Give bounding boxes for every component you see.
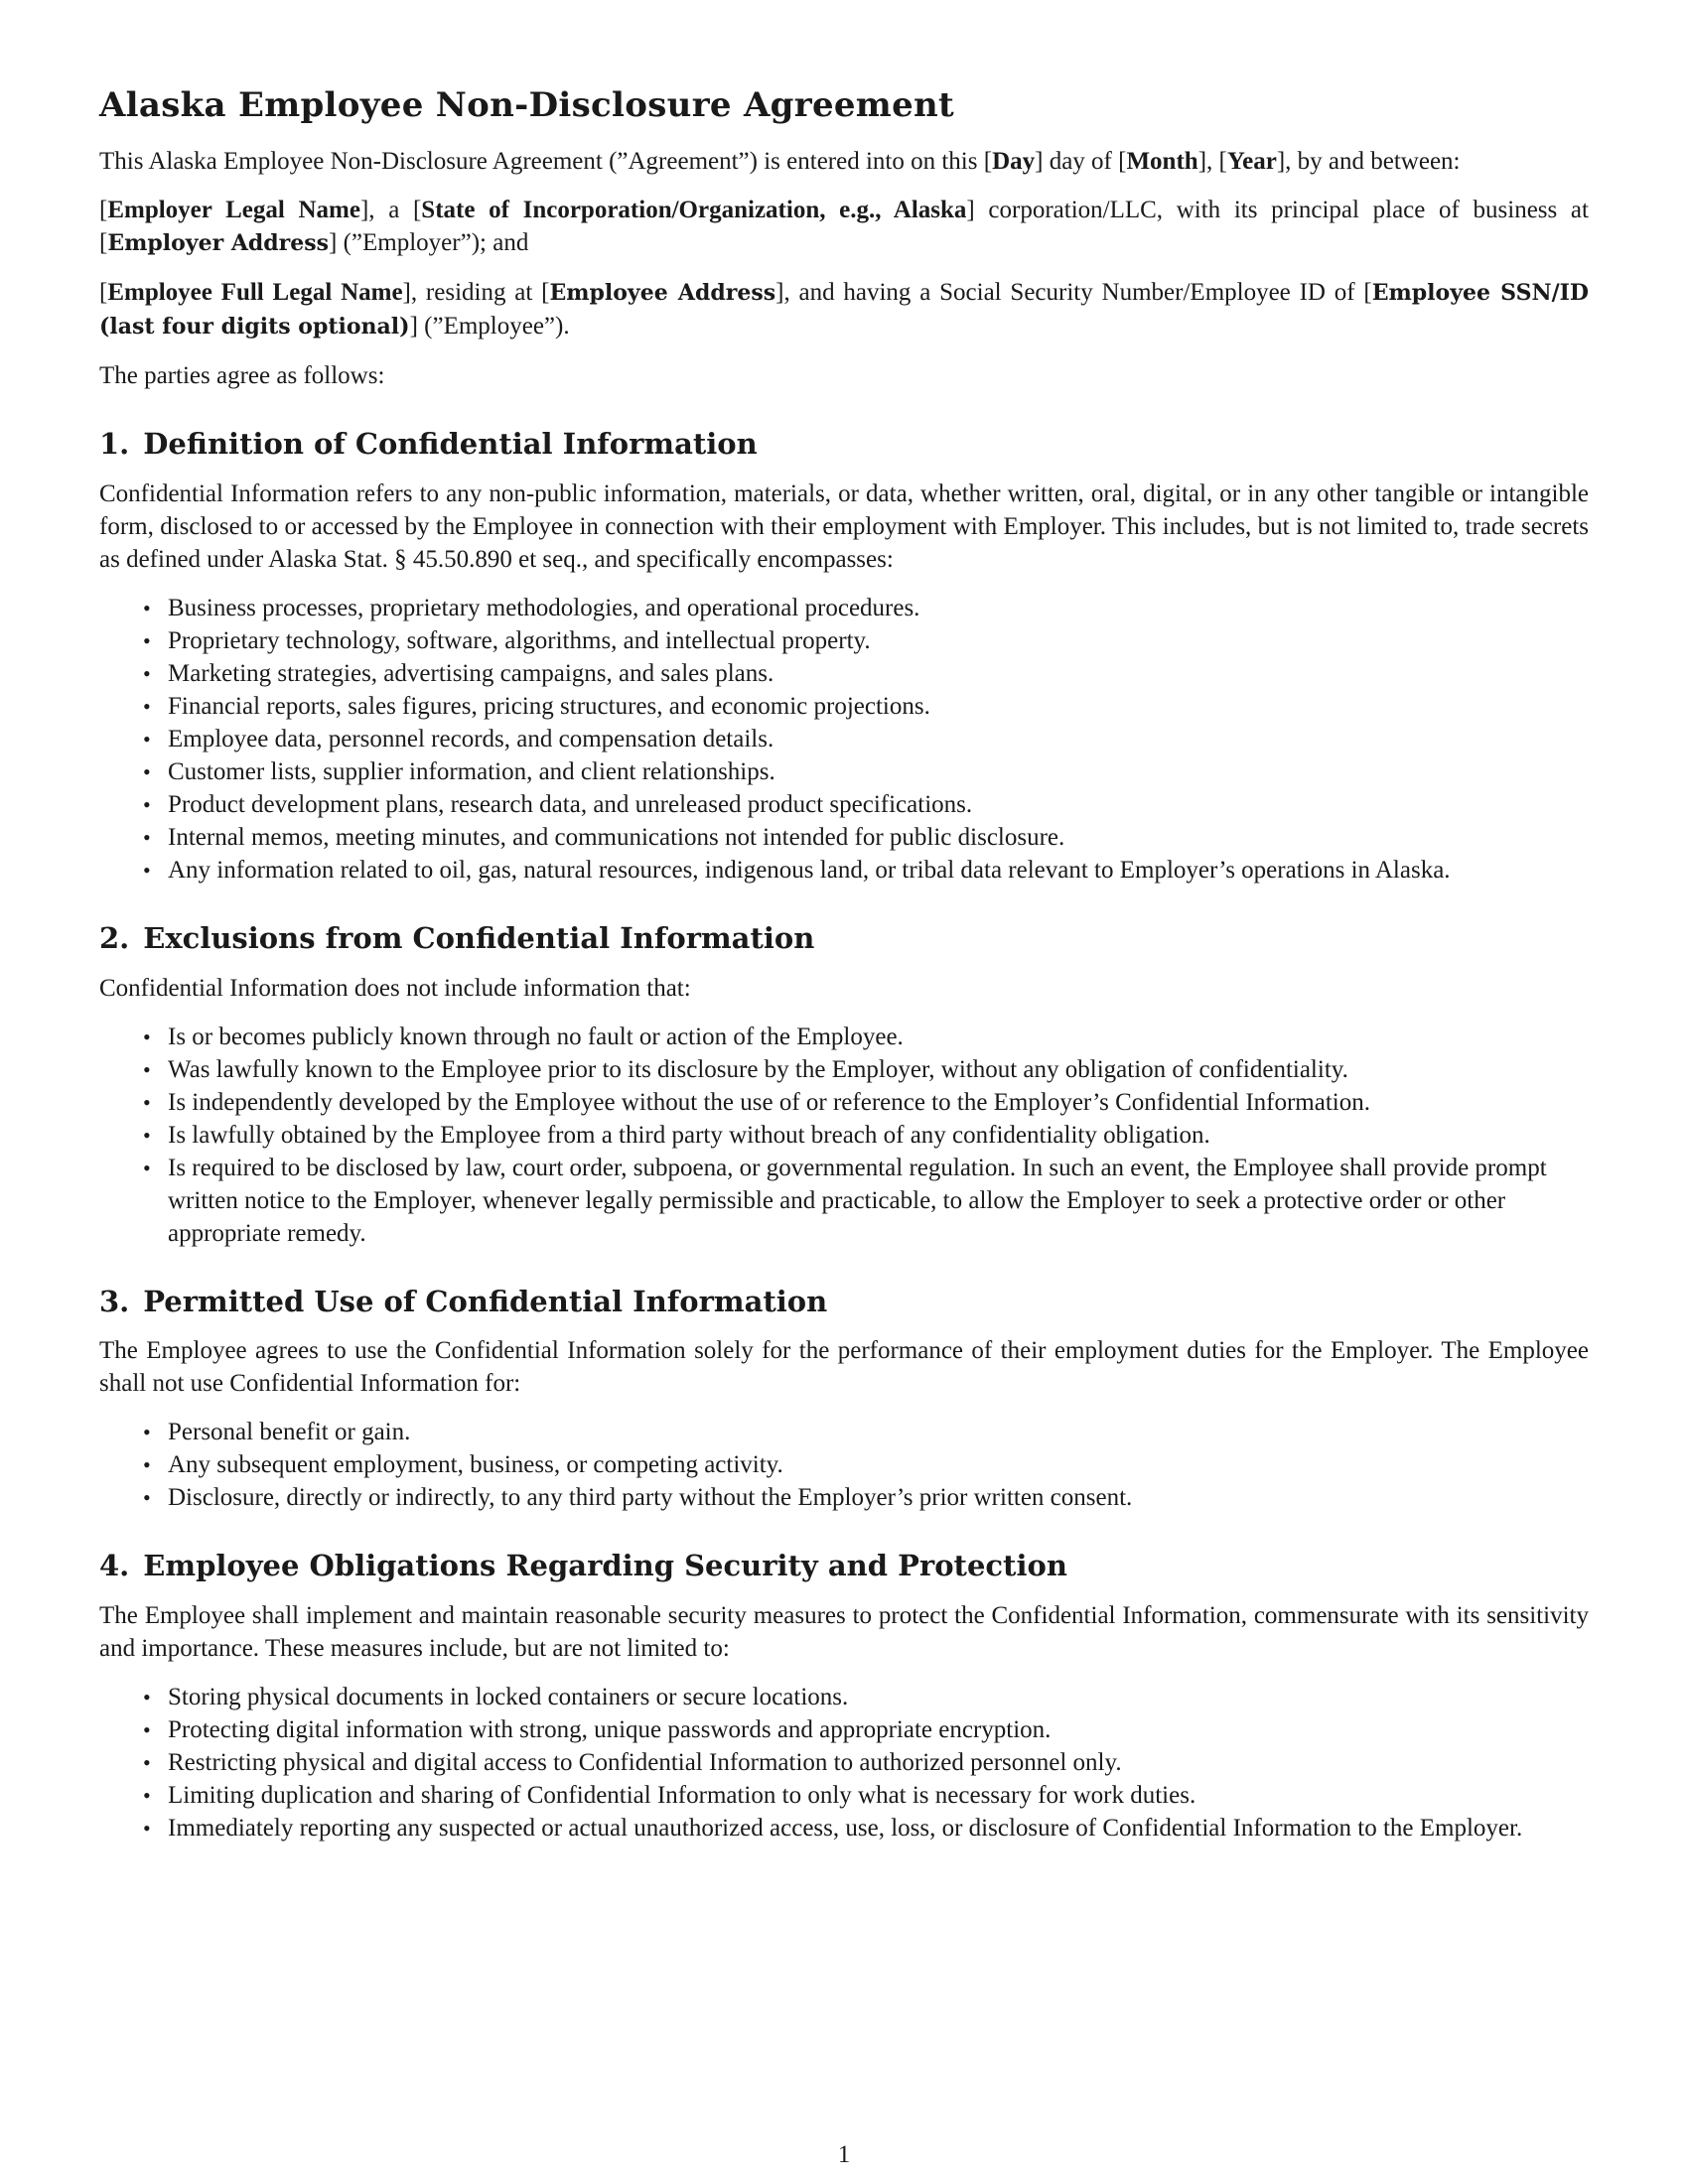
employee-address-placeholder: Employee Address [549, 280, 776, 307]
intro-text-2: day of [1043, 148, 1119, 176]
page-number: 1 [837, 2141, 851, 2168]
day-placeholder: Day [992, 148, 1036, 176]
bullet-icon: • [143, 693, 151, 719]
section-title: Permitted Use of Confidential Information [143, 1284, 828, 1318]
bullet-icon: • [143, 1452, 151, 1478]
list-item [99, 755, 1589, 788]
employee-name-placeholder: Employee Full Legal Name [107, 279, 403, 307]
employee-text-3: (”Employee”). [417, 313, 570, 341]
intro-text-1: This Alaska Employee Non-Disclosure Agreement (”Agreement”) is entered into on this [99, 148, 984, 176]
intro-text-3: , [1206, 148, 1219, 176]
list-item-text: Is or becomes publicly known through no fault or action of the Employee. [168, 1023, 904, 1050]
list-item-text: Financial reports, sales figures, pricing structures, and economic projections. [168, 692, 930, 720]
bullet-icon: • [143, 595, 151, 620]
bullet-icon: • [143, 758, 151, 784]
bullet-icon: • [143, 1420, 151, 1445]
employer-text-2: corporation/LLC, with its principal place of business at [974, 197, 1589, 224]
bullet-icon: • [143, 1684, 151, 1709]
bullet-list [99, 1021, 1589, 1250]
list-item [99, 723, 1589, 755]
section-heading [99, 426, 1589, 464]
bullet-icon: • [143, 824, 151, 850]
employee-text-1: , residing at [410, 279, 542, 307]
list-item [99, 592, 1589, 624]
section-body: The Employee shall implement and maintain reasonable security measures to protect the Confidential Information, commensurate with its sensitivity and importance. These measures include, but are not limited to: [99, 1601, 1589, 1662]
list-item [99, 1713, 1589, 1746]
list-item-text: Proprietary technology, software, algorithms, and intellectual property. [168, 626, 871, 654]
section-heading [99, 1284, 1589, 1321]
list-item [99, 1481, 1589, 1514]
section-title: Employee Obligations Regarding Security and Protection [143, 1549, 1067, 1583]
list-item-text: Disclosure, directly or indirectly, to any third party without the Employer’s prior written consent. [168, 1484, 1133, 1512]
bullet-icon: • [143, 857, 151, 883]
list-item [99, 854, 1589, 887]
list-item-text: Product development plans, research data, and unreleased product specifications. [168, 790, 973, 818]
bullet-icon: • [143, 1089, 151, 1115]
section-title: Definition of Confidential Information [143, 427, 758, 462]
list-item [99, 1152, 1589, 1250]
list-item [99, 1021, 1589, 1053]
list-item [99, 788, 1589, 821]
section-body: The Employee agrees to use the Confidential Information solely for the performance of their employment duties for the Employer. The Employee shall not use Confidential Information for: [99, 1337, 1589, 1398]
parties-agree-paragraph: The parties agree as follows: [99, 362, 385, 390]
bullet-list [99, 1416, 1589, 1514]
list-item-text: Is independently developed by the Employee without the use of or reference to the Employer’s Confidential Information. [168, 1088, 1370, 1116]
list-item-text: Storing physical documents in locked containers or secure locations. [168, 1683, 849, 1710]
list-item-text: Immediately reporting any suspected or actual unauthorized access, use, loss, or disclosure of Confidential Information to the Employer. [168, 1814, 1523, 1842]
list-item [99, 1448, 1589, 1481]
bullet-list [99, 592, 1589, 887]
section-body: Confidential Information refers to any non-public information, materials, or data, whether written, oral, digital, or in any other tangible or intangible form, disclosed to or accessed by the Employee in connection with their employment with Employer. This includes, but is not limited to, trade secrets as defined under Alaska Stat. § 45.50.890 et seq., and specifically encompasses: [99, 479, 1589, 573]
employer-paragraph: [Employer Legal Name], a [State of Incorporation/Organization, e.g., Alaska] corporation/LLC, with its principal place of business at [Employer Address] (”Employer”); and [99, 197, 1589, 257]
list-item-text: Business processes, proprietary methodologies, and operational procedures. [168, 594, 920, 621]
list-item [99, 1086, 1589, 1119]
employer-address-placeholder: Employer Address [107, 230, 330, 257]
section-body: Confidential Information does not include information that: [99, 974, 691, 1002]
section-number: 3. [99, 1284, 130, 1318]
bullet-icon: • [143, 1056, 151, 1082]
list-item [99, 624, 1589, 657]
list-item [99, 657, 1589, 690]
bullet-icon: • [143, 726, 151, 751]
list-item [99, 690, 1589, 723]
employer-name-placeholder: Employer Legal Name [107, 197, 360, 224]
sections-container [99, 426, 1589, 1844]
month-placeholder: Month [1126, 148, 1198, 176]
bullet-icon: • [143, 660, 151, 686]
bullet-icon: • [143, 791, 151, 817]
section-number: 4. [99, 1549, 130, 1583]
document-title: Alaska Employee Non-Disclosure Agreement [99, 85, 955, 125]
intro-text-4: , by and between: [1285, 148, 1461, 176]
bullet-icon: • [143, 1485, 151, 1511]
list-item-text: Personal benefit or gain. [168, 1419, 411, 1446]
list-item [99, 821, 1589, 854]
list-item-text: Marketing strategies, advertising campaigns, and sales plans. [168, 659, 774, 687]
intro-paragraph: This Alaska Employee Non-Disclosure Agreement (”Agreement”) is entered into on this [Day] day of [Month], [Year], by and between: [99, 148, 1461, 176]
employee-ssn-placeholder: Employee SSN/ID (last four digits optional) [99, 280, 1589, 341]
employer-text-3: (”Employer”); and [337, 229, 529, 257]
list-item-text: Restricting physical and digital access to Confidential Information to authorized personnel only. [168, 1748, 1122, 1776]
list-item [99, 1119, 1589, 1152]
list-item [99, 1746, 1589, 1779]
bullet-icon: • [143, 1155, 151, 1180]
section-number: 2. [99, 920, 130, 955]
list-item [99, 1681, 1589, 1713]
document-page [99, 83, 1589, 1844]
section-title: Exclusions from Confidential Information [143, 920, 815, 955]
bullet-icon: • [143, 1122, 151, 1148]
state-placeholder: State of Incorporation/Organization, e.g., Alaska [421, 197, 967, 224]
list-item-text: Was lawfully known to the Employee prior to its disclosure by the Employer, without any obligation of confidentiality. [168, 1055, 1348, 1083]
employee-text-2: , and having a Social Security Number/Employee ID of [783, 279, 1364, 307]
list-item-text: Protecting digital information with strong, unique passwords and appropriate encryption. [168, 1715, 1052, 1743]
bullet-icon: • [143, 627, 151, 653]
section-number: 1. [99, 427, 130, 462]
employee-paragraph: [Employee Full Legal Name], residing at [Employee Address], and having a Social Security Number/Employee ID of [Employee SSN/ID (last four digits optional)] (”Employee”). [99, 279, 1589, 341]
bullet-list [99, 1681, 1589, 1844]
list-item-text: Any subsequent employment, business, or competing activity. [168, 1451, 783, 1479]
bullet-icon: • [143, 1815, 151, 1841]
list-item-text: Limiting duplication and sharing of Confidential Information to only what is necessary for work duties. [168, 1781, 1196, 1809]
bullet-icon: • [143, 1024, 151, 1049]
bullet-icon: • [143, 1749, 151, 1775]
list-item-text: Customer lists, supplier information, and client relationships. [168, 757, 775, 785]
section-heading [99, 920, 1589, 958]
year-placeholder: Year [1226, 148, 1277, 176]
list-item-text: Any information related to oil, gas, natural resources, indigenous land, or tribal data relevant to Employer’s operations in Alaska. [168, 856, 1451, 884]
list-item-text: Internal memos, meeting minutes, and communications not intended for public disclosure. [168, 823, 1065, 851]
section-heading [99, 1548, 1589, 1585]
employer-text-1: , a [368, 197, 413, 224]
list-item-text: Is lawfully obtained by the Employee from a third party without breach of any confidentiality obligation. [168, 1121, 1210, 1149]
bullet-icon: • [143, 1782, 151, 1808]
list-item [99, 1812, 1589, 1844]
list-item [99, 1416, 1589, 1448]
list-item-text: Is required to be disclosed by law, court order, subpoena, or governmental regulation. In such an event, the Employee shall provide prompt written notice to the Employer, whenever legally permissible and practicable, to allow the Employer to seek a protective order or other appropriate remedy. [168, 1154, 1547, 1247]
list-item [99, 1779, 1589, 1812]
list-item [99, 1053, 1589, 1086]
list-item-text: Employee data, personnel records, and compensation details. [168, 725, 774, 752]
bullet-icon: • [143, 1716, 151, 1742]
